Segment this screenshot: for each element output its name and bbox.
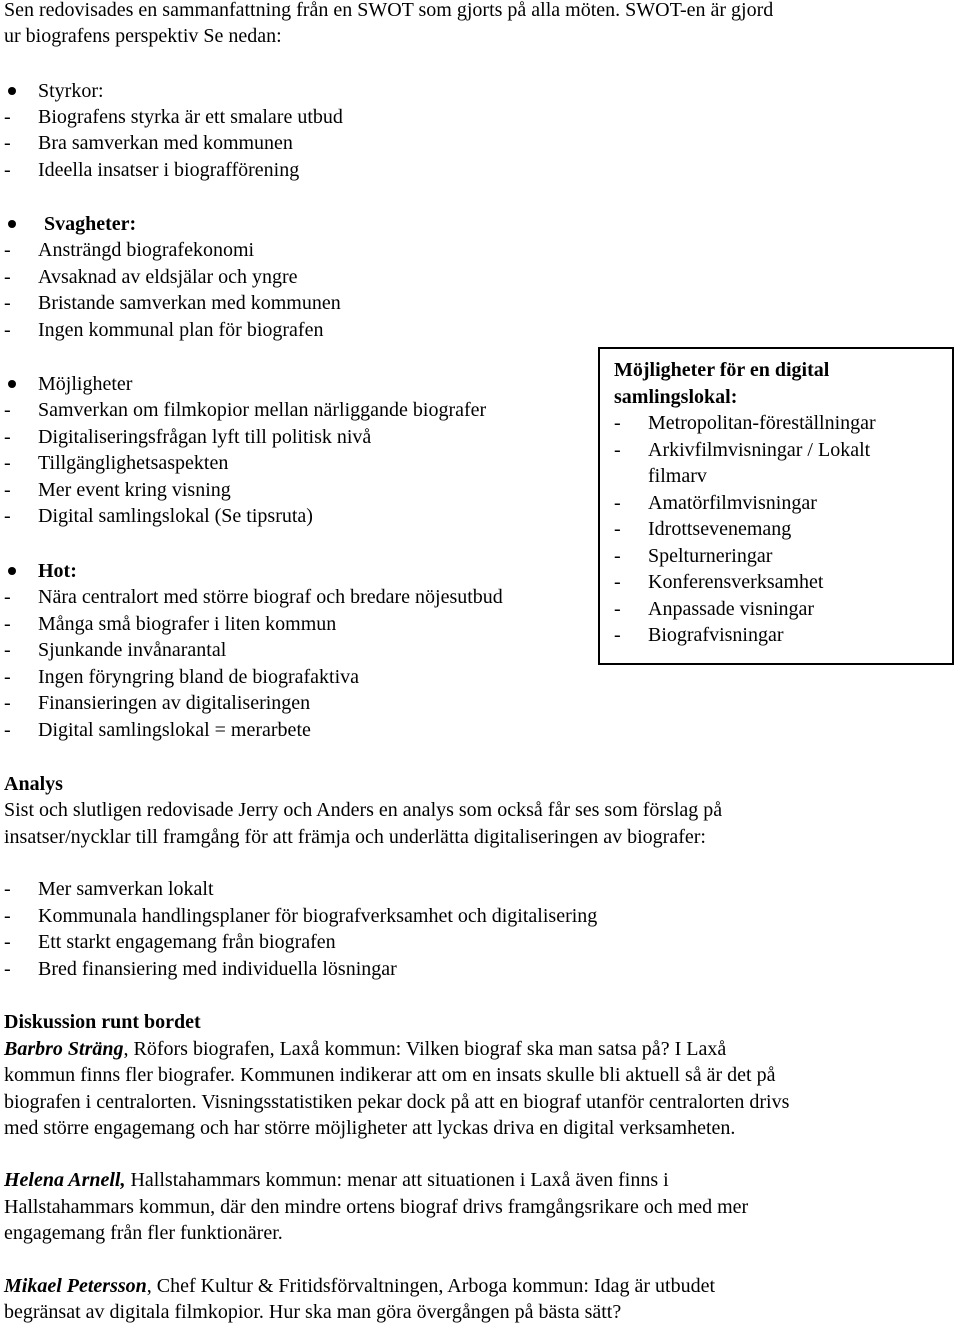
list-item-continuation: filmarv (648, 465, 707, 487)
speaker-name: Mikael Petersson (4, 1275, 147, 1297)
swot-opportunities-heading: Möjligheter (38, 373, 133, 395)
discussion-p1-line-4: med större engagemang och har större möjligheter att lyckas driva en digital verksamheten. (4, 1117, 736, 1139)
discussion-p2-line-3: engagemang från fler funktionärer. (4, 1222, 283, 1244)
swot-threats-heading: Hot: (38, 560, 77, 582)
discussion-p1-line-1: Barbro Sträng, Röfors biografen, Laxå kommun: Vilken biograf ska man satsa på? I Laxå (4, 1038, 727, 1060)
swot-weaknesses-heading: Svagheter: (44, 213, 137, 235)
intro-line-2: ur biografens perspektiv Se nedan: (4, 25, 282, 47)
swot-strengths-heading: Styrkor: (38, 80, 104, 102)
discussion-p1-line-2: kommun finns fler biografer. Kommunen indikerar att om en insats skulle bli aktuell så är det på (4, 1064, 776, 1086)
discussion-heading: Diskussion runt bordet (4, 1011, 201, 1033)
bullet-icon (8, 380, 16, 388)
tip-box: Möjligheter för en digital samlingslokal: - Metropolitan-föreställningar - Arkivfilmvisningar / Lokalt filmarv - Amatörfilmvisningar - Idrottsevenemang - Spelturneringar - Konferensverksamhet - Anpassade visningar - Biografvisningar (598, 347, 954, 665)
bullet-icon (8, 567, 16, 575)
tip-box-title-2: samlingslokal: (614, 386, 738, 408)
discussion-p2-line-1: Helena Arnell, Hallstahammars kommun: menar att situationen i Laxå även finns i (4, 1169, 669, 1191)
tip-box-title-1: Möjligheter för en digital (614, 359, 830, 381)
bullet-icon (8, 87, 16, 95)
discussion-p1-line-3: biografen i centralorten. Visningsstatistiken pekar dock på att en biograf utanför centralorten drivs (4, 1091, 790, 1113)
discussion-p3-line-1: Mikael Petersson, Chef Kultur & Fritidsförvaltningen, Arboga kommun: Idag är utbudet (4, 1275, 716, 1297)
analysis-line-2: insatser/nycklar till framgång för att främja och underlätta digitaliseringen av biografer: (4, 826, 706, 848)
analysis-heading: Analys (4, 773, 63, 795)
intro-line-1: Sen redovisades en sammanfattning från en SWOT som gjorts på alla möten. SWOT-en är gjord (4, 0, 774, 21)
bullet-icon (8, 220, 16, 228)
analysis-line-1: Sist och slutligen redovisade Jerry och Anders en analys som också får ses som förslag på (4, 799, 723, 821)
discussion-p2-line-2: Hallstahammars kommun, där den mindre ortens biograf drivs framgångsrikare och med mer (4, 1196, 749, 1218)
speaker-name: Helena Arnell, (4, 1169, 126, 1191)
speaker-name: Barbro Sträng (4, 1038, 124, 1060)
discussion-p3-line-2: begränsat av digitala filmkopior. Hur ska man göra övergången på bästa sätt? (4, 1301, 622, 1323)
